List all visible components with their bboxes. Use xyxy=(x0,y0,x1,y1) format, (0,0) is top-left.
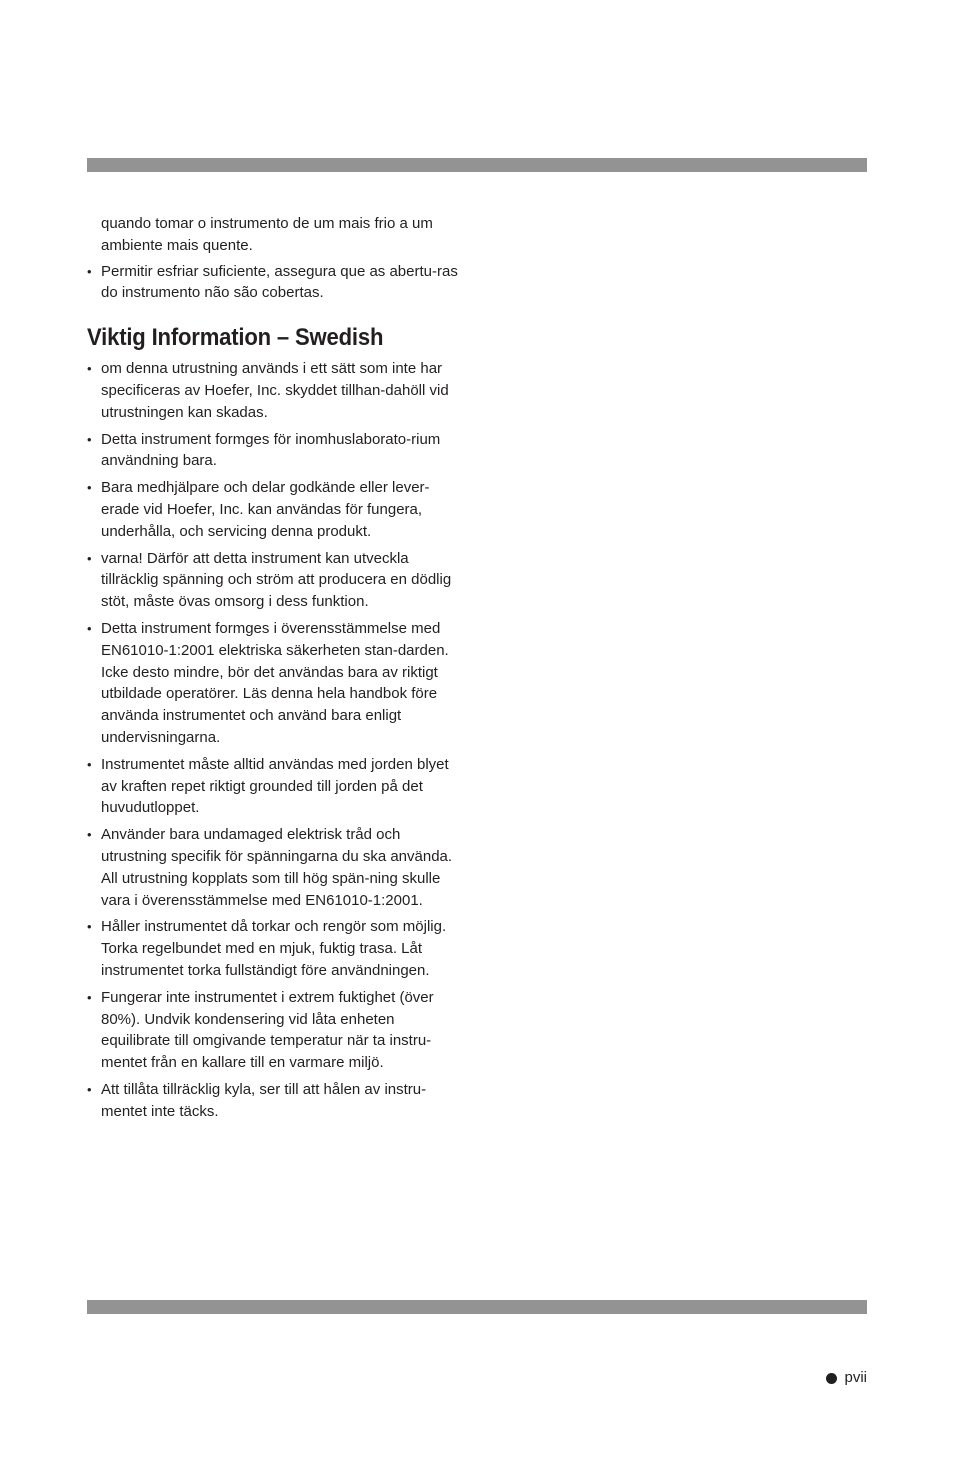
text-column xyxy=(87,213,467,1127)
list-item: • Permitir esfriar suficiente, assegura que as abertu-ras do instrumento não são cobertas. xyxy=(87,261,467,305)
page-number: pvii xyxy=(844,1369,867,1386)
continuation-paragraph: quando tomar o instrumento de um mais frio a um ambiente mais quente. xyxy=(101,215,433,254)
list-item: • Bara medhjälpare och delar godkände eller lever-erade vid Hoefer, Inc. kan användas för fungera, underhålla, och servicing denna produkt. xyxy=(87,477,467,542)
list-item: • Instrumentet måste alltid användas med jorden blyet av kraften repet riktigt grounded till jorden på det huvudutloppet. xyxy=(87,754,467,819)
header-rule xyxy=(87,158,867,172)
list-item: • Använder bara undamaged elektrisk tråd och utrustning specifik för spänningarna du ska använda. All utrustning kopplats som till hög spän-ning skulle vara i överensstämmelse med EN61010-1:2001. xyxy=(87,824,467,911)
list-item: • Att tillåta tillräcklig kyla, ser till att hålen av instru-mentet inte täcks. xyxy=(87,1079,467,1123)
list-item: • varna! Därför att detta instrument kan utveckla tillräcklig spänning och ström att producera en dödlig stöt, måste övas omsorg i dess funktion. xyxy=(87,548,467,613)
list-item: • Detta instrument formges för inomhuslaborato-rium användning bara. xyxy=(87,429,467,473)
list-item: • Detta instrument formges i överensstämmelse med EN61010-1:2001 elektriska säkerheten stan-darden. Icke desto mindre, bör det användas bara av riktigt utbildade operatörer. Läs denna hela handbok före använda instrumentet och använd bara enligt undervisningarna. xyxy=(87,618,467,749)
bullet-dot-icon xyxy=(826,1373,837,1384)
list-item: • Fungerar inte instrumentet i extrem fuktighet (över 80%). Undvik kondensering vid låta enheten equilibrate till omgivande temperatur när ta instru-mentet från en kallare till en varmare miljö. xyxy=(87,987,467,1074)
portuguese-bullet-list xyxy=(87,261,467,305)
footer-rule xyxy=(87,1300,867,1314)
page-number-area xyxy=(826,1368,867,1388)
section-heading: Viktig Information – Swedish xyxy=(87,324,384,352)
swedish-bullet-list xyxy=(87,358,467,1122)
list-item: • Håller instrumentet då torkar och rengör som möjlig. Torka regelbundet med en mjuk, fuktig trasa. Låt instrumentet torka fullständigt före användningen. xyxy=(87,916,467,981)
list-item: • om denna utrustning används i ett sätt som inte har specificeras av Hoefer, Inc. skyddet tillhan-dahöll vid utrustningen kan skadas. xyxy=(87,358,467,423)
